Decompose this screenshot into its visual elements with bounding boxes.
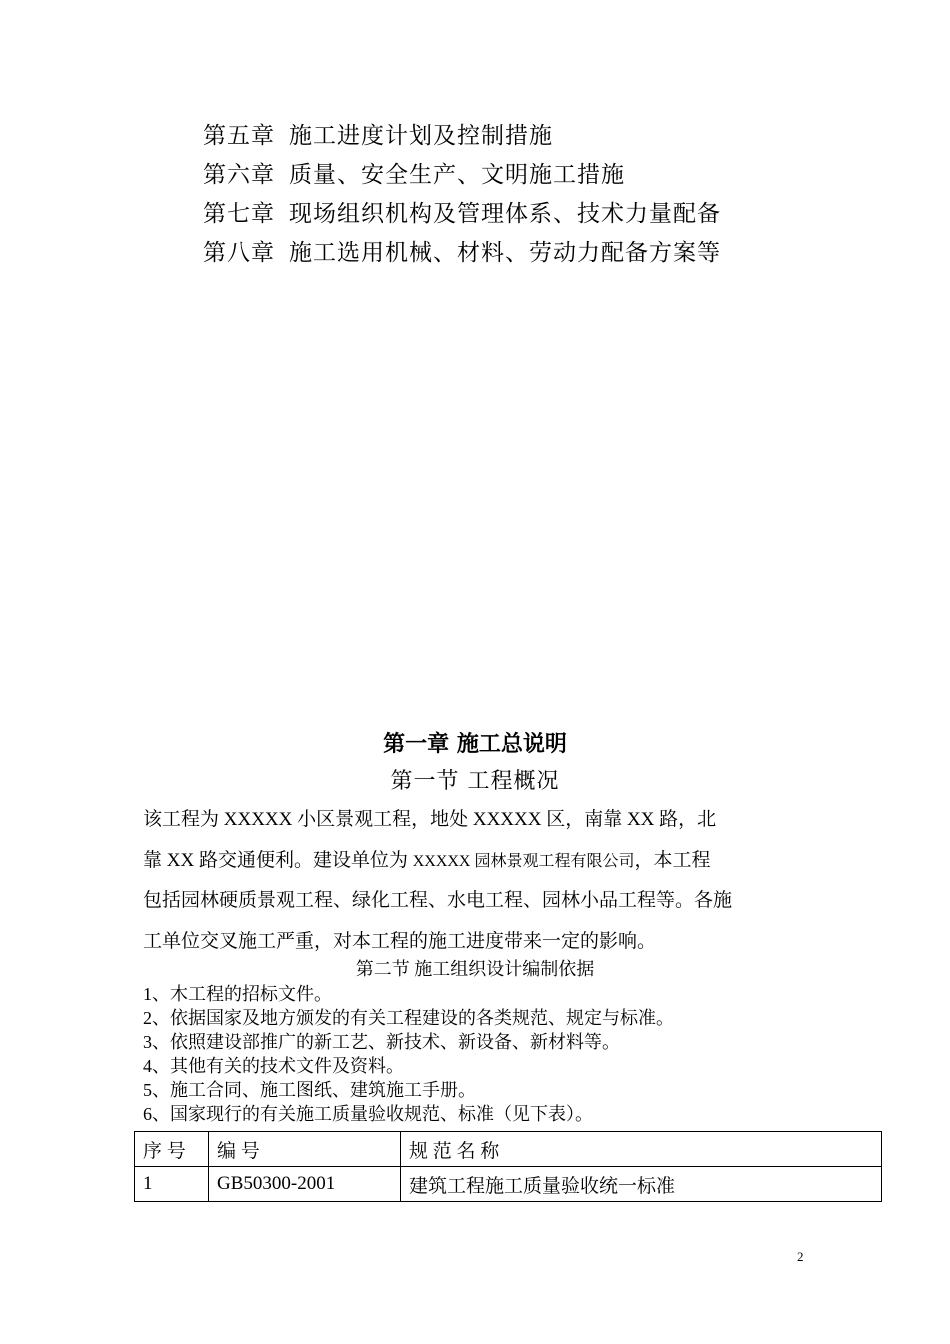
- toc-chapter-number: 第六章: [203, 162, 275, 188]
- cell-serial-number: 1: [135, 1167, 209, 1202]
- toc-chapter-title: 现场组织机构及管理体系、技术力量配备: [289, 201, 721, 227]
- table-row: [135, 1167, 882, 1202]
- overview-text: 工单位交叉施工严重，对本工程的施工进度带来一定的影响。: [143, 930, 657, 952]
- overview-text: ，本工程: [634, 849, 711, 871]
- list-item: 4、其他有关的技术文件及资料。: [143, 1056, 404, 1076]
- section-title-overview: 第一节 工程概况: [390, 769, 560, 794]
- toc-chapter-title: 施工进度计划及控制措施: [289, 123, 553, 149]
- table-header-row: [135, 1132, 882, 1167]
- table-of-contents: [203, 117, 903, 273]
- toc-chapter-number: 第五章: [203, 123, 275, 149]
- toc-item-chapter-6: [203, 156, 903, 195]
- list-item: 5、施工合同、施工图纸、建筑施工手册。: [143, 1080, 476, 1100]
- cell-code: GB50300-2001: [209, 1167, 401, 1202]
- overview-text: 该工程为 XXXXX 小区景观工程，地处 XXXXX 区，南靠 XX 路，北: [143, 809, 717, 830]
- list-item: 3、依照建设部推广的新工艺、新技术、新设备、新材料等。: [143, 1032, 620, 1052]
- cell-spec-name: 建筑工程施工质量验收统一标准: [401, 1167, 882, 1202]
- spec-table: [134, 1131, 882, 1202]
- list-item: 6、国家现行的有关施工质量验收规范、标准（见下表）。: [143, 1104, 593, 1124]
- overview-line: [143, 881, 809, 922]
- toc-chapter-number: 第七章: [203, 201, 275, 227]
- overview-line: [143, 841, 809, 882]
- toc-item-chapter-7: [203, 195, 903, 234]
- list-item: 2、依据国家及地方颁发的有关工程建设的各类规范、规定与标准。: [143, 1008, 674, 1028]
- overview-paragraph: [143, 800, 809, 962]
- toc-item-chapter-8: [203, 234, 903, 273]
- overview-text: 靠 XX 路交通便利。建设单位为: [143, 849, 413, 871]
- header-serial-number: 序 号: [135, 1132, 209, 1167]
- basis-list: [143, 982, 883, 1126]
- overview-company-name: XXXXX 园林景观工程有限公司: [412, 852, 635, 870]
- toc-chapter-number: 第八章: [203, 240, 275, 266]
- header-code: 编 号: [209, 1132, 401, 1167]
- header-spec-name: 规 范 名 称: [401, 1132, 882, 1167]
- page-number: 2: [797, 1249, 804, 1264]
- toc-chapter-title: 质量、安全生产、文明施工措施: [289, 162, 625, 188]
- toc-item-chapter-5: [203, 117, 903, 156]
- list-item: 1、木工程的招标文件。: [143, 984, 332, 1004]
- overview-text: 包括园林硬质景观工程、绿化工程、水电工程、园林小品工程等。各施: [143, 890, 733, 911]
- section-title-basis: 第二节 施工组织设计编制依据: [355, 959, 595, 979]
- overview-line: [143, 800, 809, 841]
- chapter-title: 第一章 施工总说明: [383, 732, 567, 757]
- toc-chapter-title: 施工选用机械、材料、劳动力配备方案等: [289, 240, 721, 266]
